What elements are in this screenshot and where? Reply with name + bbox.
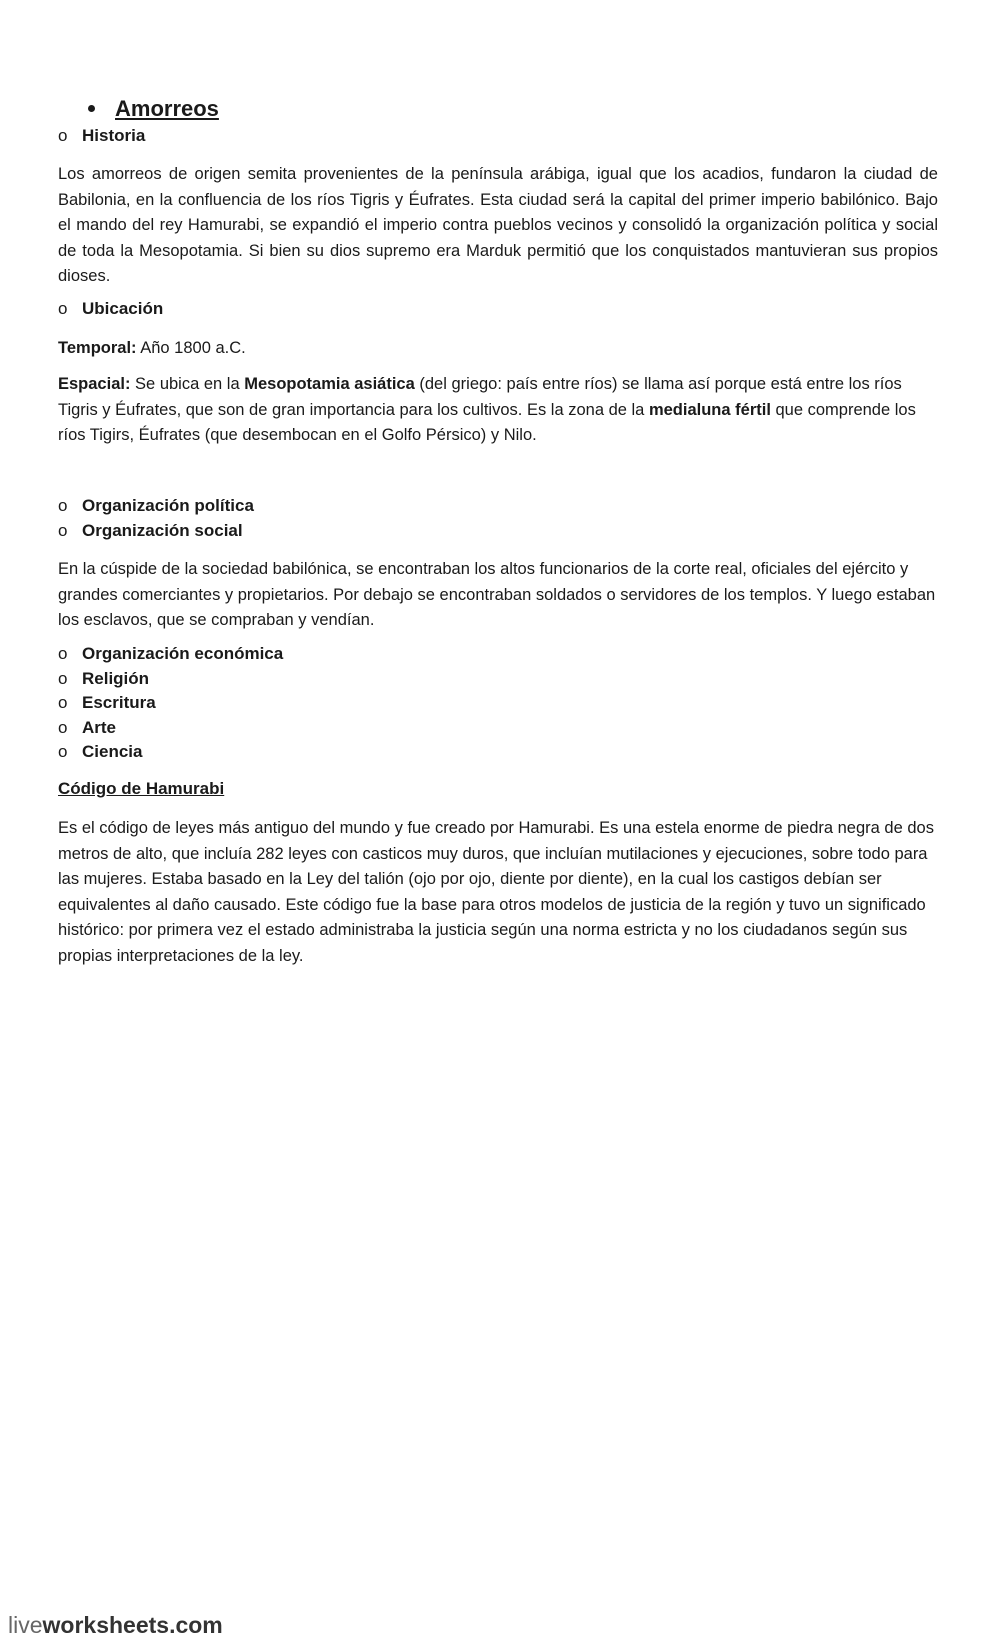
heading-historia: o Historia [58, 126, 146, 145]
heading-arte: o Arte [58, 718, 117, 737]
paragraph-org-social: En la cúspide de la sociedad babilónica, se encontraban los altos funcionarios de la corte real, oficiales del ejército y grandes comerciantes y propietarios. Por debajo se encontraban soldados o servidores de los templos. Y luego estaban los esclavos, que se compraban y vendían. [58, 560, 936, 630]
heading-ciencia: o Ciencia [58, 742, 143, 761]
circle-bullet-icon: o [58, 496, 68, 515]
circle-bullet-icon: o [58, 693, 68, 712]
paragraph-espacial: Espacial: Se ubica en la Mesopotamia asiática (del griego: país entre ríos) se llama así porque está entre los ríos Tigris y Éufrates, que son de gran importancia para los cultivos. Es la zona de la medialuna fértil que comprende los ríos Tigirs, Éufrates (que desembocan en el Golfo Pérsico) y Nilo. [58, 375, 916, 445]
circle-bullet-icon: o [58, 742, 68, 761]
paragraph-temporal: Temporal: Año 1800 a.C. [58, 339, 246, 357]
heading-codigo-hamurabi: Código de Hamurabi [58, 779, 225, 798]
circle-bullet-icon: o [58, 521, 68, 540]
heading-org-social: o Organización social [58, 521, 243, 540]
circle-bullet-icon: o [58, 299, 68, 318]
heading-org-economica: o Organización económica [58, 644, 284, 663]
circle-bullet-icon: o [58, 718, 68, 737]
circle-bullet-icon: o [58, 669, 68, 688]
heading-religion: o Religión [58, 669, 150, 688]
footer-brand: liveworksheets.com [8, 1612, 223, 1638]
section-title: Amorreos [88, 96, 219, 122]
circle-bullet-icon: o [58, 126, 68, 145]
bullet-icon [88, 105, 95, 112]
heading-ubicacion: o Ubicación [58, 299, 164, 318]
heading-org-politica: o Organización política [58, 496, 254, 515]
paragraph-codigo: Es el código de leyes más antiguo del mundo y fue creado por Hamurabi. Es una estela enorme de piedra negra de dos metros de alto, que incluía 282 leyes con casticos muy duros, que incluían mutilaciones y ejecuciones, sobre todo para las mujeres. Estaba basado en la Ley del talión (ojo por ojo, diente por diente), en la cual los castigos debían ser equivalentes al daño causado. Este código fue la base para otros modelos de justicia de la región y tuvo un significado histórico: por primera vez el estado administraba la justicia según una norma estricta y no los ciudadanos según sus propias interpretaciones de la ley. [58, 819, 934, 965]
heading-escritura: o Escritura [58, 693, 156, 712]
paragraph-historia: Los amorreos de origen semita provenientes de la península arábiga, igual que los acadios, fundaron la ciudad de Babilonia, en la confluencia de los ríos Tigris y Éufrates. Esta ciudad será la capital del primer imperio babilónico. Bajo el mando del rey Hamurabi, se expandió el imperio contra pueblos vecinos y consolidó la organización política y social de toda la Mesopotamia. Si bien su dios supremo era Marduk permitió que los conquistados mantuvieran sus propios dioses. [58, 165, 938, 286]
circle-bullet-icon: o [58, 644, 68, 663]
